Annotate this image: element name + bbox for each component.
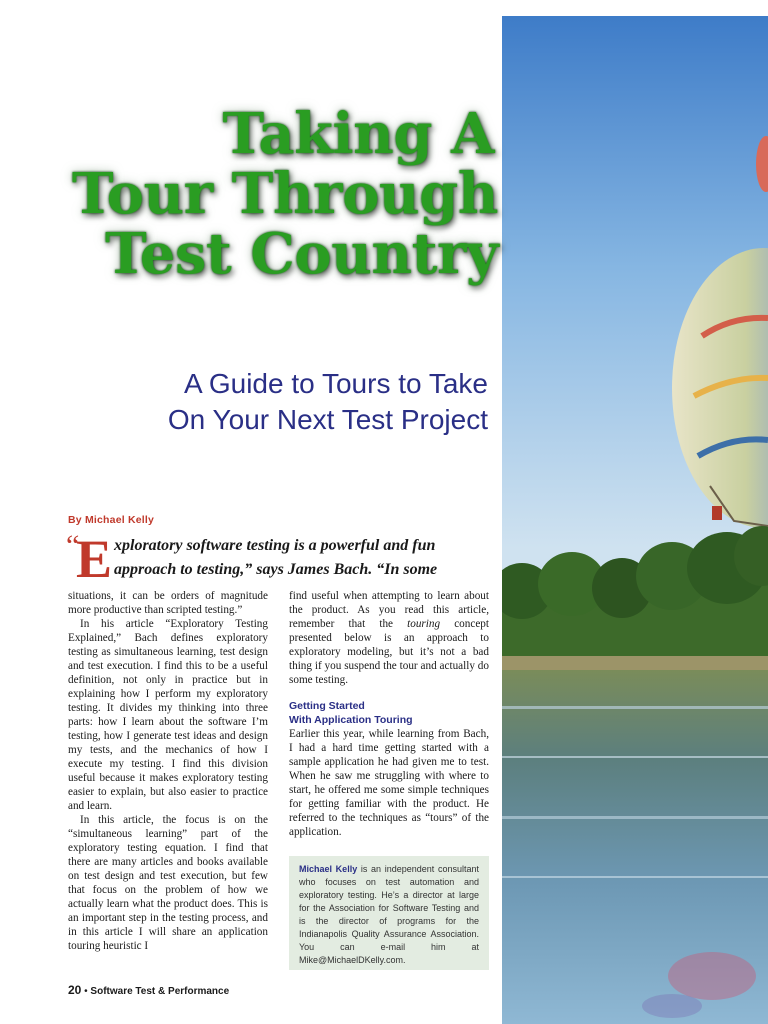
article-title — [36, 101, 498, 287]
bio-text: is an independent consultant who focuses on test automation and exploratory testing. He’s a director at large for the Association for Software Testing and is the director of programs for the Indianapolis Quality Assurance Association. You can e-mail him at Mike@MichaelDKelly.com. — [299, 864, 479, 965]
subtitle-line: On Your Next Test Project — [167, 404, 488, 435]
pull-quote — [66, 529, 492, 589]
pull-quote-line: xploratory software testing is a powerful and fun — [114, 537, 436, 554]
hot-air-balloon-lake-photo — [502, 16, 768, 1024]
page-number: 20 — [68, 983, 82, 997]
body-paragraph: In his article “Exploratory Testing Explained,” Bach defines exploratory testing as simultaneous learning, test design and test execution. I find this to be a useful definition, not only in practice but in explaining how I perform my exploratory testing. It divides my thinking into three parts: how I learn about the software I’m testing, how I generate test ideas and design my tests, and the mechanics of how I execute my testing. I find this division useful because it makes exploratory testing easier to explain, but also easier to practice and learn. — [68, 618, 268, 812]
author-bio-box — [289, 856, 489, 970]
footer-separator: • — [81, 986, 91, 997]
section-subhead — [289, 699, 489, 727]
bio-author-name: Michael Kelly — [299, 864, 358, 874]
subhead-line: With Application Touring — [289, 714, 413, 726]
emphasis-touring: touring — [407, 618, 441, 630]
title-line: Taking A — [222, 101, 494, 167]
article-subtitle — [60, 366, 488, 438]
body-paragraph: In this article, the focus is on the “simultaneous learning” part of the exploratory testing equation. I find that there are many articles and books available on test design and test execution, but few that focus on the problem of how we actually learn what the product does. This is an important step in the testing process, and in this article I will share an application touring heuristic I — [68, 814, 268, 952]
body-paragraph: Earlier this year, while learning from Bach, I had a hard time getting started with a sample application he had given me to test. When he saw me struggling with where to start, he offered me some simple techniques for getting familiar with the product. He referred to the techniques as “tours” of the application. — [289, 728, 489, 838]
pull-quote-line: approach to testing,” says James Bach. “In some — [114, 561, 438, 578]
body-column-2 — [289, 589, 489, 839]
subhead-line: Getting Started — [289, 700, 365, 712]
body-paragraph — [289, 589, 489, 687]
body-text: concept presented below is an approach to exploratory modeling, but it’s not a bad thing if you suspend the tour and actually do some testing. — [289, 618, 489, 686]
publication-name: Software Test & Performance — [90, 986, 230, 997]
body-text: find useful when attempting to learn about the product. As you read this article, remember that the — [289, 590, 489, 630]
title-line: Tour Through — [71, 161, 498, 227]
subtitle-line: A Guide to Tours to Take — [183, 368, 488, 399]
body-column-1 — [68, 589, 268, 953]
byline: By Michael Kelly — [68, 514, 155, 526]
page-footer — [68, 983, 229, 997]
drop-cap: E — [76, 529, 113, 589]
title-line: Test Country — [104, 221, 498, 287]
body-paragraph: situations, it can be orders of magnitude more productive than scripted testing.” — [68, 590, 268, 616]
open-quote-mark: “ — [66, 529, 80, 562]
